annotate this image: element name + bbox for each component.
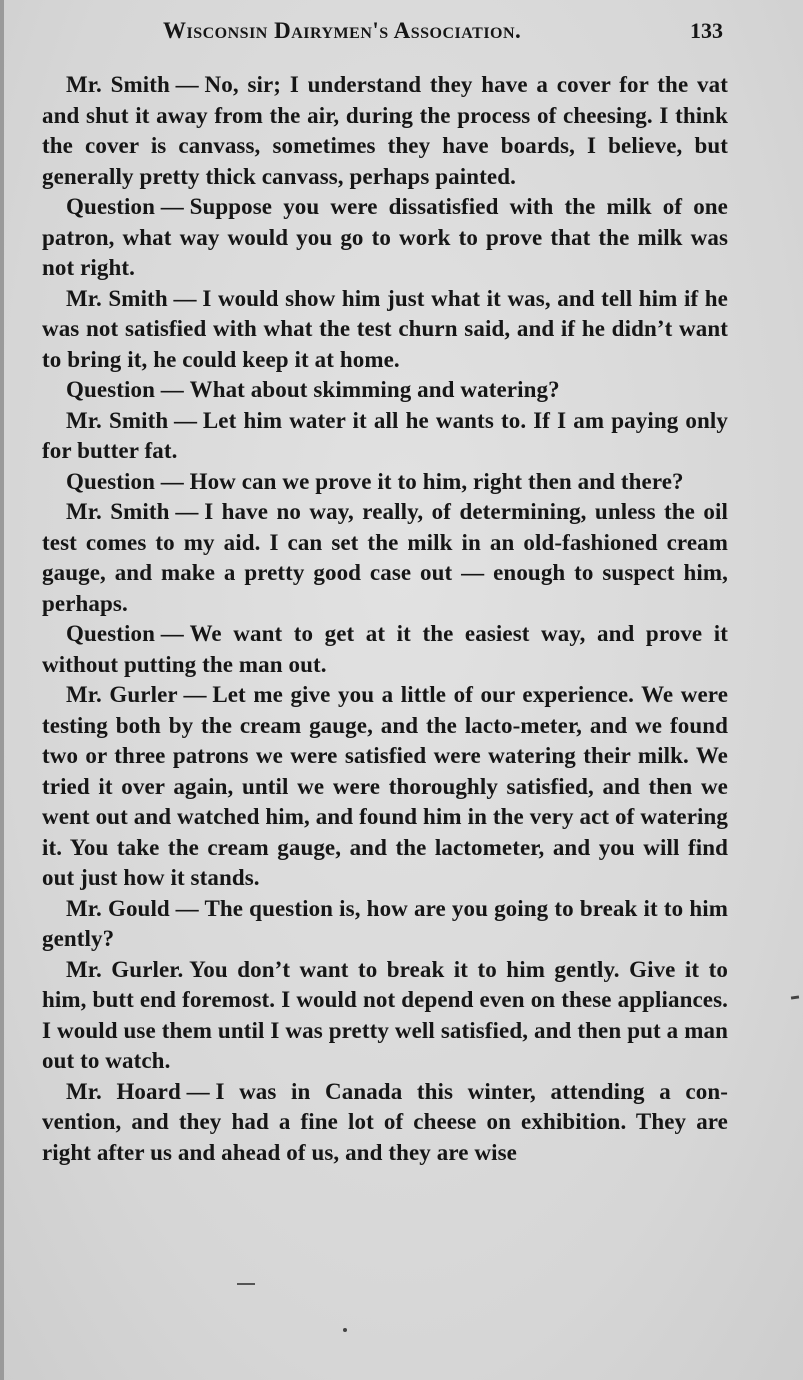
speaker-name: Mr. Gurler: [66, 682, 178, 707]
speaker-name: Mr. Smith: [66, 407, 169, 433]
speaker-name: Question: [66, 468, 155, 494]
speaker-name: Question: [66, 621, 155, 646]
paragraph: [42, 955, 728, 1077]
paragraph-text: We want to get at it the easiest way, and prove it without putting the man out.: [42, 621, 728, 677]
em-dash: —: [175, 72, 199, 97]
page-number: 133: [690, 18, 723, 43]
em-dash: —: [160, 621, 184, 646]
em-dash: —: [175, 499, 199, 524]
page-header: [163, 14, 723, 48]
em-dash: —: [175, 895, 199, 921]
paragraph: [42, 619, 728, 680]
ink-speck: [343, 1328, 347, 1332]
em-dash: —: [183, 682, 207, 707]
bottom-ink-mark: [237, 1283, 255, 1285]
speaker-name: Question: [66, 377, 155, 402]
paragraph-text: I was in Canada this winter, attending a con-vention, and they had a fine lot of cheese on exhibition. They are right after us and ahead of us, and they are wise: [42, 1078, 728, 1165]
paragraph: [42, 70, 728, 192]
speaker-name: Mr. Smith: [66, 285, 168, 311]
paragraph: [42, 375, 728, 406]
page-body: [42, 70, 728, 1168]
running-title: Wisconsin Dairymen's Association.: [163, 18, 522, 43]
em-dash: —: [173, 285, 197, 311]
paragraph-text: Let him water it all he wants to. If I am paying only for butter fat.: [42, 407, 729, 463]
speaker-name: Mr. Smith: [66, 72, 170, 97]
paragraph-text: What about skimming and watering?: [189, 377, 560, 402]
em-dash: —: [160, 377, 184, 402]
speaker-name: Question: [66, 194, 155, 219]
page-left-edge-shadow: [0, 0, 4, 1380]
paragraph: [42, 680, 728, 894]
paragraph-text: I would show him just what it was, and tell him if he was not satisfied with what the test churn said, and if he didn’t want to bring it, he could keep it at home.: [42, 285, 728, 372]
paragraph: [42, 894, 728, 955]
paragraph-text: Suppose you were dissatisfied with the milk of one patron, what way would you go to work to prove that the milk was not right.: [42, 194, 728, 280]
speaker-name: Mr. Hoard: [66, 1078, 181, 1104]
speaker-name: Mr. Gould: [66, 895, 170, 921]
paragraph-text: No, sir; I understand they have a cover for the vat and shut it away from the air, during the process of cheesing. I think the cover is canvass, sometimes they have boards, I believe, but generally pretty thick canvass, perhaps painted.: [42, 72, 728, 189]
paragraph-text: How can we prove it to him, right then and there?: [189, 468, 684, 494]
paragraph: [42, 284, 728, 376]
paragraph-text: I have no way, really, of determining, unless the oil test comes to my aid. I can set the milk in an old-fashioned cream gauge, and make a pretty good case out — enough to suspect him, perhaps.: [42, 499, 728, 616]
margin-ink-mark: [791, 995, 799, 999]
paragraph-text: The question is, how are you going to break it to him gently?: [42, 895, 728, 951]
paragraph: [42, 467, 728, 498]
paragraph: [42, 1077, 728, 1169]
em-dash: —: [186, 1078, 210, 1104]
paragraph-text: Let me give you a little of our experience. We were testing both by the cream gauge, and the lacto-meter, and we found two or three patrons we were satisfied were watering their milk. We tried it over again, until we were thoroughly satisfied, and then we went out and watched him, and found him in the very act of watering it. You take the cream gauge, and the lactometer, and you will find out just how it stands.: [42, 682, 728, 890]
speaker-name: Mr. Gurler.: [66, 956, 184, 982]
em-dash: —: [160, 194, 184, 219]
em-dash: —: [174, 407, 198, 433]
paragraph: [42, 497, 728, 619]
em-dash: —: [160, 468, 184, 494]
paragraph: [42, 192, 728, 284]
speaker-name: Mr. Smith: [66, 499, 170, 524]
paragraph-text: You don’t want to break it to him gently. Give it to him, butt end foremost. I would not depend even on these appliances. I would use them until I was pretty well satisfied, and then put a man out to watch.: [42, 956, 728, 1073]
paragraph: [42, 406, 728, 467]
